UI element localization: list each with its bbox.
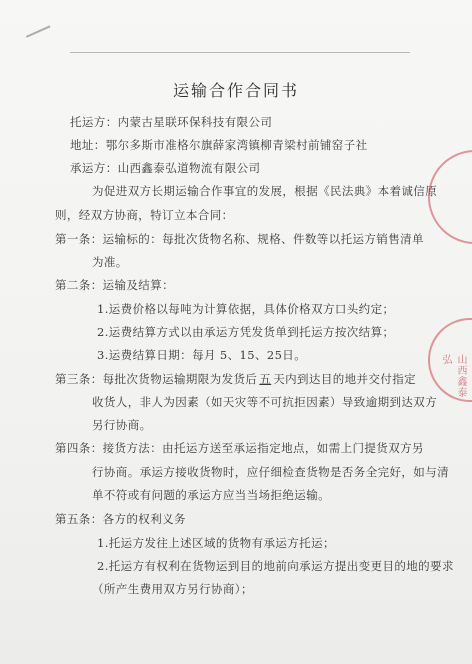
clause2-item-3: 3.运费结算日期：每月 5、15、25日。 [97,348,307,362]
company-seal-stamp [428,318,472,402]
clause5-item-2-cont: （所产生费用双方另行协商）； [92,582,253,596]
intro-line-1: 为促进双方长期运输合作事宜的发展，根据《民法典》本着诚信原 [92,184,438,198]
clause3-line-1 [55,371,416,387]
clause4-line-2: 行协商。承运方接收货物时，应仔细检查货物是否务全完好，如与清 [92,465,449,479]
intro-line-2: 则，经双方协商，特订立本合同： [55,208,234,222]
clause2-item-2: 2.运费结算方式以由承运方凭发货单到托运方按次结算； [97,325,395,339]
seal-text: 山西鑫泰弘 [440,354,466,398]
clause3-line-2: 收货人，非人为因素（如天灾等不可抗拒因素）导致逾期到达双方 [92,395,438,409]
clause2-item-1: 1.运费价格以每吨为计算依据，具体价格双方口头约定； [97,302,395,316]
company-seal-top [428,150,472,244]
carrier-line: 承运方：山西鑫泰弘道物流有限公司 [70,161,261,175]
clause5-item-1: 1.托运方发往上述区域的货物有承运方托运； [97,536,335,550]
document-title: 运输合作合同书 [172,81,299,100]
clause3-text-post: 天内到达目的地并交付指定 [273,372,417,386]
clause5-item-2: 2.托运方有权利在货物运到目的地前向承运方提出变更目的地的要求 [97,559,454,573]
clause5-heading: 第五条：各方的权利义务 [55,512,186,526]
clause2-heading: 第二条：运输及结算： [55,278,174,292]
clause4-line-3: 单不符或有问题的承运方应当当场拒绝运输。 [92,488,330,502]
top-divider [70,52,410,53]
clause1-line-2: 为准。 [92,255,128,269]
shipper-line: 托运方：内蒙古星联环保科技有限公司 [70,115,273,129]
staple-mark [26,25,56,50]
clause3-line-3: 另行协商。 [92,418,152,432]
clause1-line-1: 第一条：运输标的：每批次货物名称、规格、件数等以托运方销售清单 [55,232,424,246]
address-line: 地址：鄂尔多斯市准格尔旗薛家湾镇柳青梁村前铺窑子社 [70,138,368,152]
clause4-line-1: 第四条：接货方法：由托运方送至承运指定地点，如需上门提货双方另 [55,441,424,455]
clause3-text-pre: 第三条：每批次货物运输期限为发货后 [55,372,258,386]
clause3-days-value: 五 [259,372,272,386]
